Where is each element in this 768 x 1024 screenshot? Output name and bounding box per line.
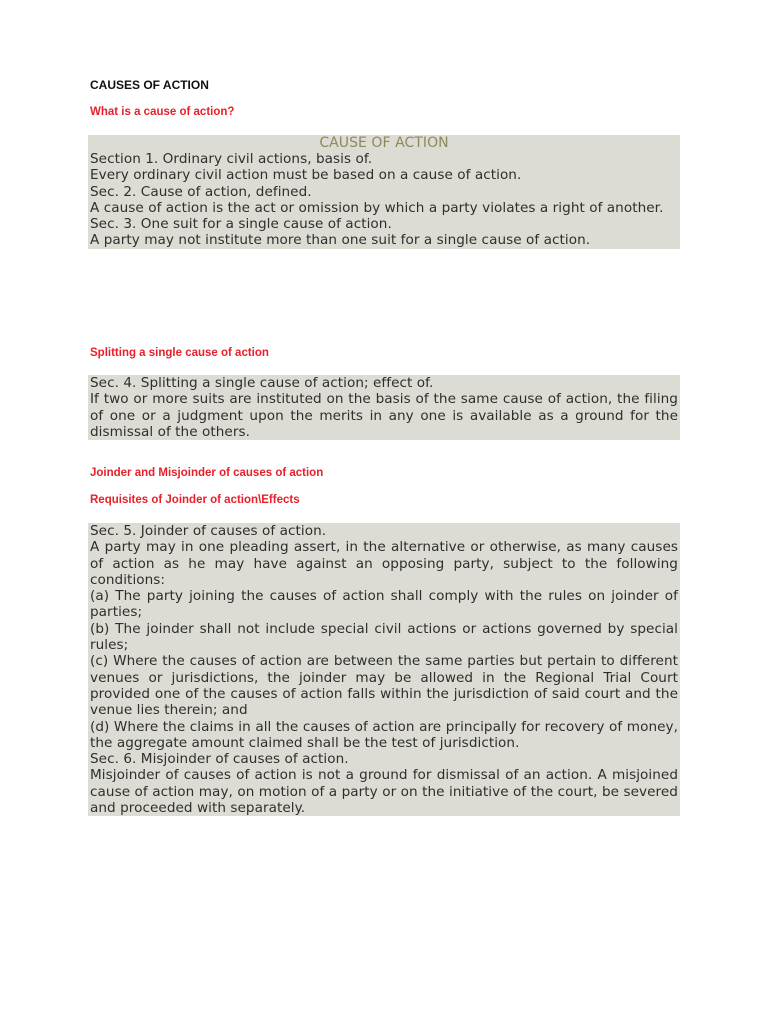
paragraph: Sec. 2. Cause of action, defined.: [90, 183, 312, 200]
document-title: CAUSES OF ACTION: [90, 78, 209, 92]
paragraph: Sec. 4. Splitting a single cause of action; effect of.: [90, 375, 434, 391]
paragraph: (a) The party joining the causes of action shall comply with the rules on joinder of parties;: [90, 588, 678, 621]
paragraph: Every ordinary civil action must be based on a cause of action.: [90, 167, 522, 184]
paragraph: Section 1. Ordinary civil actions, basis of.: [90, 151, 373, 167]
paragraph: A party may in one pleading assert, in the alternative or otherwise, as many causes of action as he may have against an opposing party, subject to the following conditions:: [90, 539, 678, 588]
section-heading-joinder: Joinder and Misjoinder of causes of action: [90, 467, 324, 479]
paragraph: Sec. 3. One suit for a single cause of action.: [90, 216, 392, 233]
splitting-cause-box: [88, 375, 680, 440]
paragraph: If two or more suits are instituted on the basis of the same cause of action, the filing of one or a judgment upon the merits in any one is available as a ground for the dismissal of the others.: [90, 391, 678, 440]
cause-of-action-box: [88, 135, 680, 249]
paragraph: Sec. 6. Misjoinder of causes of action.: [90, 751, 349, 768]
paragraph: (d) Where the claims in all the causes of action are principally for recovery of money, the aggregate amount claimed shall be the test of jurisdiction.: [90, 718, 678, 751]
paragraph: (c) Where the causes of action are between the same parties but pertain to different venues or jurisdictions, the joinder may be allowed in the Regional Trial Court provided one of the causes of action falls within the jurisdiction of said court and the venue lies therein; and: [90, 653, 678, 719]
section-heading-what-is-cause: What is a cause of action?: [90, 106, 235, 118]
section-subheading-requisites: Requisites of Joinder of action\Effects: [90, 494, 300, 506]
joinder-box: [88, 523, 680, 816]
paragraph: Misjoinder of causes of action is not a ground for dismissal of an action. A misjoined cause of action may, on motion of a party or on the initiative of the court, be severed and proceeded with separately.: [90, 767, 678, 817]
paragraph: Sec. 5. Joinder of causes of action.: [90, 523, 327, 539]
paragraph: A cause of action is the act or omission by which a party violates a right of another.: [90, 199, 664, 216]
box-title: CAUSE OF ACTION: [319, 135, 449, 151]
paragraph: (b) The joinder shall not include special civil actions or actions governed by special rules;: [90, 620, 678, 654]
paragraph: A party may not institute more than one suit for a single cause of action.: [90, 232, 591, 249]
section-heading-splitting: Splitting a single cause of action: [90, 347, 269, 359]
